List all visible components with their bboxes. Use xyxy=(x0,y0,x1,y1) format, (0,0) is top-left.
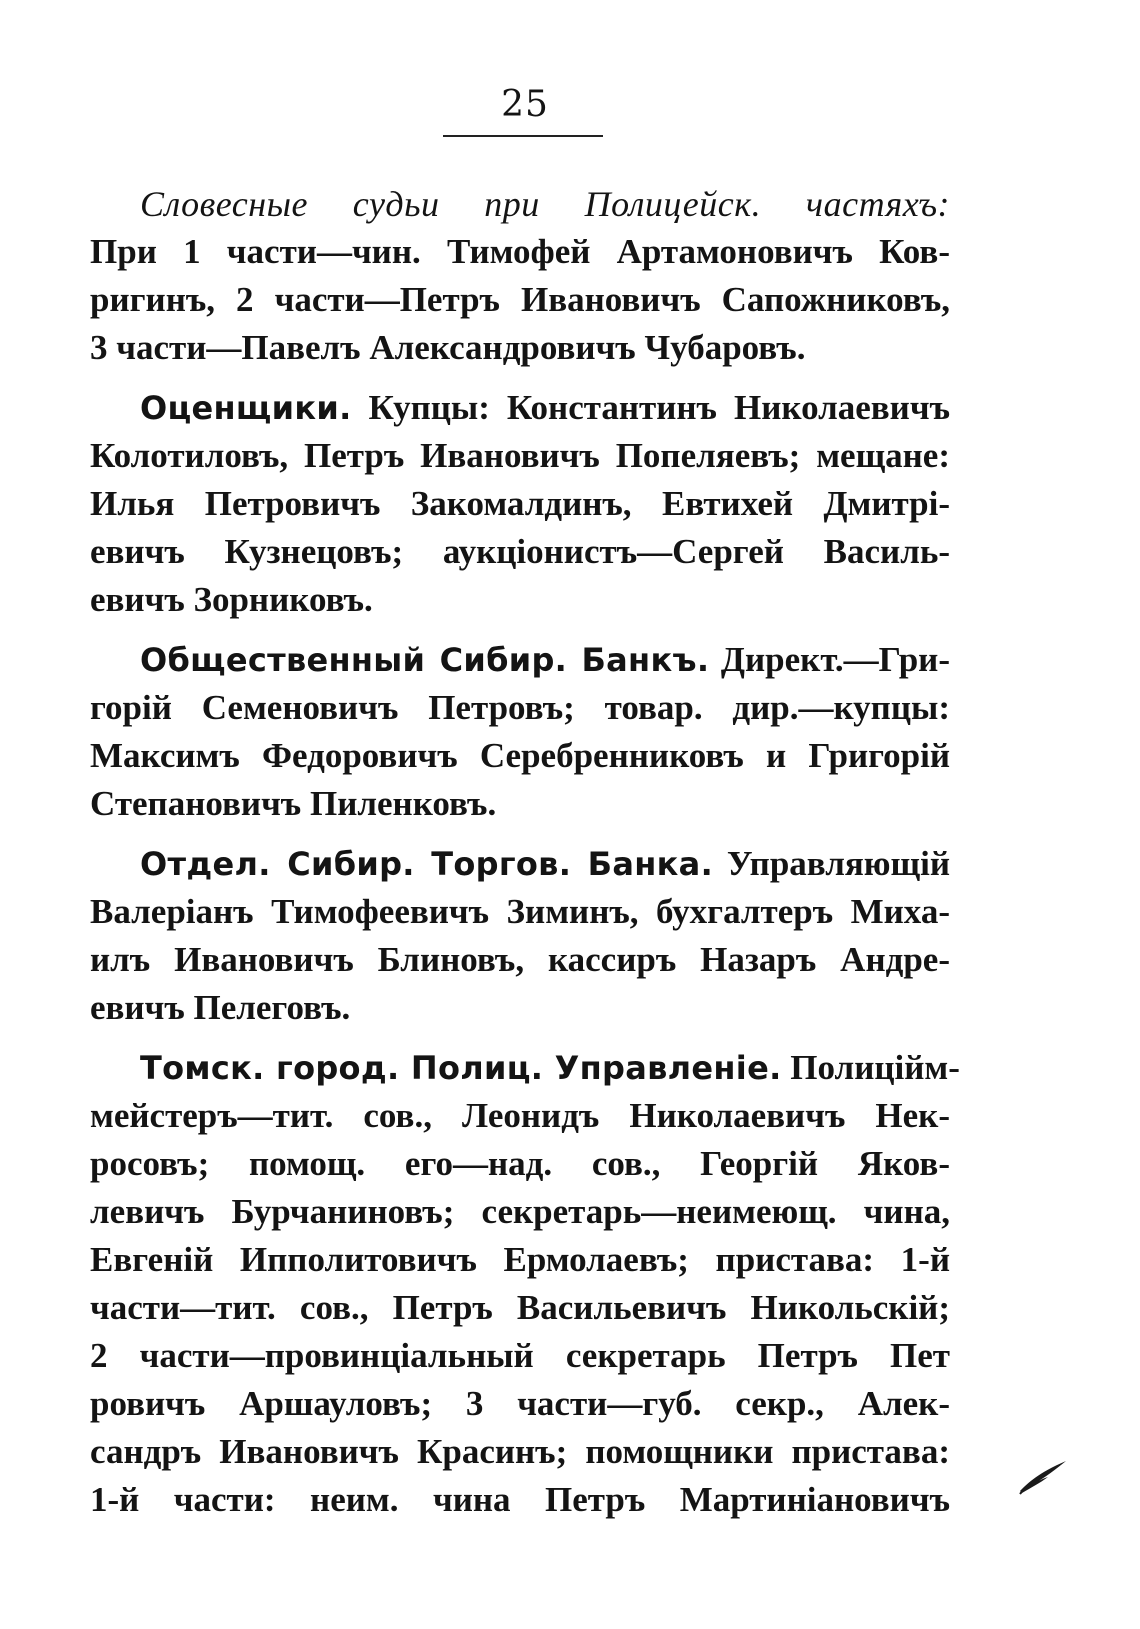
text-line: горій Семеновичъ Петровъ; товар. дир.—купцы: xyxy=(90,688,950,727)
paragraph-gap xyxy=(90,624,950,636)
paragraph-politsiia xyxy=(90,1044,960,1524)
text-line xyxy=(90,840,950,888)
paragraph-slovesnye-sudi xyxy=(90,180,950,372)
paragraph-gap xyxy=(90,1032,950,1044)
text-line: евичъ Зорниковъ. xyxy=(90,580,373,619)
page-number-rule xyxy=(443,135,603,137)
text-line: мейстеръ—тит. сов., Леонидъ Николаевичъ Нек- xyxy=(90,1096,950,1135)
section-heading: Общественный Сибир. Банкъ. xyxy=(140,641,710,679)
page-number: 25 xyxy=(501,84,549,125)
text-line: части—тит. сов., Петръ Васильевичъ Никольскій; xyxy=(90,1288,950,1327)
text-line: Максимъ Федоровичъ Серебренниковъ и Григорій xyxy=(90,736,950,775)
paragraph-torgovyi-bank xyxy=(90,840,950,1032)
text-run: Купцы: Константинъ Николаевичъ xyxy=(351,388,950,427)
text-line: илъ Ивановичъ Блиновъ, кассиръ Назаръ Андре- xyxy=(90,940,950,979)
text-line: Колотиловъ, Петръ Ивановичъ Попеляевъ; мещане: xyxy=(90,436,950,475)
text-line: сандръ Ивановичъ Красинъ; помощники пристава: xyxy=(90,1432,950,1471)
text-line: ровичъ Аршауловъ; 3 части—губ. секр., Алек- xyxy=(90,1384,950,1423)
paragraph-heading-italic: Словесные судьи при Полицейск. частяхъ: xyxy=(140,184,950,224)
text-line: 3 части—Павелъ Александровичъ Чубаровъ. xyxy=(90,328,806,367)
text-line: При 1 части—чин. Тимофей Артамоновичъ Ков- xyxy=(90,232,950,271)
text-line xyxy=(90,384,950,432)
text-run: Директ.—Гри- xyxy=(709,640,950,679)
text-line: 1-й части: неим. чина Петръ Мартиніановичъ xyxy=(90,1480,950,1519)
text-line: 2 части—провинціальный секретарь Петръ Пет xyxy=(90,1336,950,1375)
text-body xyxy=(90,180,960,1524)
text-line: Евгеній Ипполитовичъ Ермолаевъ; пристава: 1-й xyxy=(90,1240,950,1279)
text-line: ригинъ, 2 части—Петръ Ивановичъ Сапожниковъ, xyxy=(90,280,950,319)
text-line: Валеріанъ Тимофеевичъ Зиминъ, бухгалтеръ Миха- xyxy=(90,892,950,931)
section-heading: Томск. город. Полиц. Управленіе. xyxy=(140,1049,782,1087)
text-line: евичъ Кузнецовъ; аукціонистъ—Сергей Василь- xyxy=(90,532,950,571)
text-line: Степановичъ Пиленковъ. xyxy=(90,784,497,823)
text-line: евичъ Пелеговъ. xyxy=(90,988,351,1027)
paragraph-obshchestvennyi-bank xyxy=(90,636,950,828)
paragraph-otsenshchiki xyxy=(90,384,950,624)
text-run: Управляющій xyxy=(713,844,950,883)
text-line xyxy=(90,1044,960,1092)
text-line: росовъ; помощ. его—над. сов., Георгій Яков- xyxy=(90,1144,950,1183)
text-run: Полиційм- xyxy=(781,1048,960,1087)
text-line: Илья Петровичъ Закомалдинъ, Евтихей Дмитрі- xyxy=(90,484,950,523)
section-heading: Оценщики. xyxy=(140,389,352,427)
quill-mark-icon xyxy=(1018,1455,1068,1495)
text-line: левичъ Бурчаниновъ; секретарь—неимеющ. чина, xyxy=(90,1192,950,1231)
paragraph-gap xyxy=(90,828,950,840)
text-line xyxy=(90,636,950,684)
paragraph-gap xyxy=(90,372,950,384)
section-heading: Отдел. Сибир. Торгов. Банка. xyxy=(140,845,714,883)
